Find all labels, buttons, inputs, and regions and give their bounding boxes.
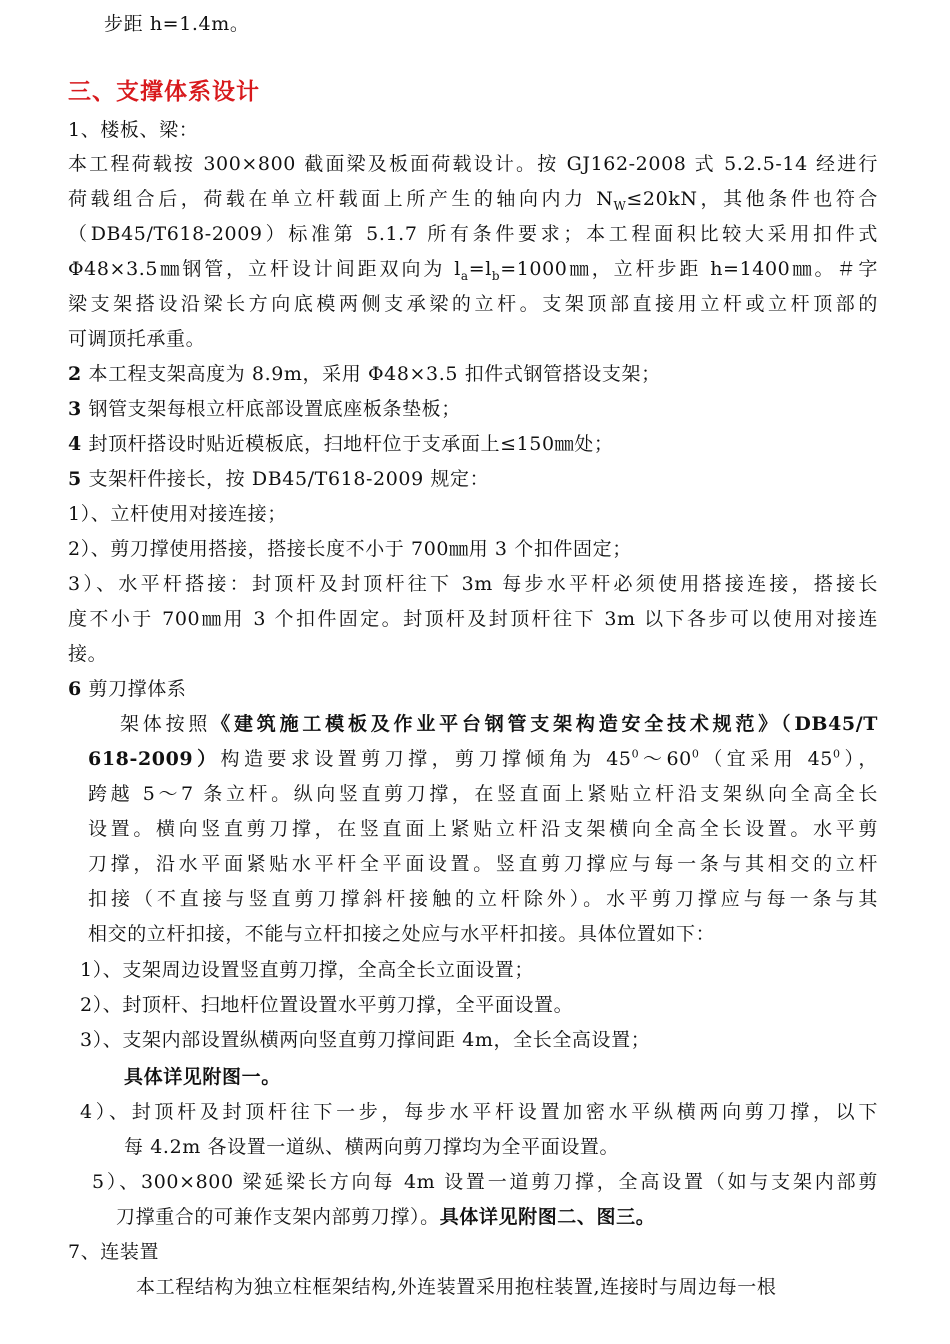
item-number: 5 bbox=[68, 468, 82, 490]
item-number: 3 bbox=[68, 398, 82, 420]
list-item bbox=[68, 397, 878, 421]
item-text: 钢管支架每根立杆底部设置底座板条垫板； bbox=[81, 398, 461, 420]
figure-reference: 具体详见附图二、图三。 bbox=[439, 1206, 656, 1228]
paragraph-line: 刀撑，沿水平面紧贴水平杆全平面设置。竖直剪刀撑应与每一条与其相交的立杆 bbox=[88, 853, 878, 875]
subscript: W bbox=[613, 198, 627, 211]
section-heading: 三、支撑体系设计 bbox=[68, 78, 260, 105]
text-line: 步距 h=1.4m。 bbox=[104, 13, 250, 35]
list-item bbox=[68, 467, 878, 491]
paragraph-line: （DB45/T618-2009）标准第 5.1.7 所有条件要求；本工程面积比较大采用扣件式 bbox=[68, 223, 878, 245]
text-span: =1000㎜，立杆步距 h=1400㎜。＃字 bbox=[500, 258, 878, 280]
text-span: 构造要求设置剪刀撑，剪刀撑倾角为 45 bbox=[220, 748, 632, 770]
text-span: （宜采用 45 bbox=[699, 748, 833, 770]
paragraph-line bbox=[88, 747, 878, 771]
subscript: b bbox=[491, 268, 501, 281]
item-text: 封顶杆搭设时贴近模板底，扫地杆位于支承面上≤150㎜处； bbox=[81, 433, 614, 455]
sub-list-item bbox=[116, 1205, 926, 1229]
subsection-title: 1、楼板、梁： bbox=[68, 119, 199, 141]
list-item bbox=[68, 362, 878, 386]
text-span: =l bbox=[468, 258, 492, 280]
sub-list-item: 度不小于 700㎜用 3 个扣件固定。封顶杆及封顶杆往下 3m 以下各步可以使用对接连 bbox=[68, 608, 878, 630]
item-text: 支架杆件接长，按 DB45/T618-2009 规定： bbox=[81, 468, 490, 490]
item-number: 2 bbox=[68, 363, 82, 385]
sub-list-item: 接。 bbox=[68, 643, 108, 665]
sub-list-item: 2）、剪刀撑使用搭接，搭接长度不小于 700㎜用 3 个扣件固定； bbox=[68, 538, 632, 560]
paragraph-line: 本工程荷载按 300×800 截面梁及板面荷载设计。按 GJ162-2008 式 5.2.5-14 经进行 bbox=[68, 153, 878, 175]
paragraph-line: 相交的立杆扣接，不能与立杆扣接之处应与水平杆扣接。具体位置如下： bbox=[88, 923, 716, 945]
text-span: ）， bbox=[840, 748, 878, 770]
sub-list-item: 4）、封顶杆及封顶杆往下一步，每步水平杆设置加密水平纵横两向剪刀撑，以下 bbox=[80, 1101, 878, 1123]
superscript: 0 bbox=[631, 747, 640, 761]
item-number: 4 bbox=[68, 433, 82, 455]
text-span: 刀撑重合的可兼作支架内部剪刀撑）。 bbox=[116, 1206, 440, 1228]
item-text: 本工程支架高度为 8.9m，采用 Φ48×3.5 扣件式钢管搭设支架； bbox=[81, 363, 661, 385]
list-item bbox=[68, 432, 878, 456]
sub-list-item: 3）、水平杆搭接：封顶杆及封顶杆往下 3m 每步水平杆必须使用搭接连接，搭接长 bbox=[68, 573, 878, 595]
text-span: ～60 bbox=[639, 748, 692, 770]
sub-list-item: 3）、支架内部设置纵横两向竖直剪刀撑间距 4m，全长全高设置； bbox=[80, 1029, 651, 1051]
sub-list-item: 1）、立杆使用对接连接； bbox=[68, 503, 287, 525]
paragraph-line bbox=[68, 187, 878, 211]
sub-list-item: 每 4.2m 各设置一道纵、横两向剪刀撑均为全平面设置。 bbox=[124, 1136, 620, 1158]
text-span: 架体按照 bbox=[120, 713, 212, 735]
subsection-title: 7、连装置 bbox=[68, 1241, 160, 1263]
spec-title: 《建筑施工模板及作业平台钢管支架构造安全技术规范》（DB45/T bbox=[211, 713, 878, 735]
text-span: ≤20kN，其他条件也符合 bbox=[626, 188, 878, 210]
sub-list-item: 5）、300×800 梁延梁长方向每 4m 设置一道剪刀撑，全高设置（如与支架内部剪 bbox=[92, 1171, 878, 1193]
paragraph-line: 扣接（不直接与竖直剪刀撑斜杆接触的立杆除外）。水平剪刀撑应与每一条与其 bbox=[88, 888, 878, 910]
spec-code: 618-2009） bbox=[88, 748, 221, 770]
paragraph-line: 跨越 5～7 条立杆。纵向竖直剪刀撑，在竖直面上紧贴立杆沿支架纵向全高全长 bbox=[88, 783, 878, 805]
text-span: Φ48×3.5㎜钢管，立杆设计间距双向为 l bbox=[68, 258, 461, 280]
figure-reference: 具体详见附图一。 bbox=[124, 1066, 281, 1088]
sub-list-item: 2）、封顶杆、扫地杆位置设置水平剪刀撑，全平面设置。 bbox=[80, 994, 574, 1016]
text-span: 荷载组合后，荷载在单立杆载面上所产生的轴向内力 N bbox=[68, 188, 614, 210]
item-number: 6 bbox=[68, 678, 82, 700]
paragraph-line bbox=[68, 257, 878, 281]
superscript: 0 bbox=[691, 747, 700, 761]
paragraph-line: 本工程结构为独立柱框架结构,外连装置采用抱柱装置,连接时与周边每一根 bbox=[136, 1276, 777, 1298]
superscript: 0 bbox=[833, 747, 841, 761]
list-item bbox=[68, 677, 878, 701]
subscript: a bbox=[460, 268, 469, 281]
paragraph-line: 梁支架搭设沿梁长方向底模两侧支承梁的立杆。支架顶部直接用立杆或立杆顶部的 bbox=[68, 293, 878, 315]
sub-list-item: 1）、支架周边设置竖直剪刀撑，全高全长立面设置； bbox=[80, 959, 534, 981]
item-text: 剪刀撑体系 bbox=[81, 678, 187, 700]
paragraph-line bbox=[120, 712, 878, 736]
paragraph-line: 设置。横向竖直剪刀撑，在竖直面上紧贴立杆沿支架横向全高全长设置。水平剪 bbox=[88, 818, 878, 840]
paragraph-line: 可调顶托承重。 bbox=[68, 328, 206, 350]
